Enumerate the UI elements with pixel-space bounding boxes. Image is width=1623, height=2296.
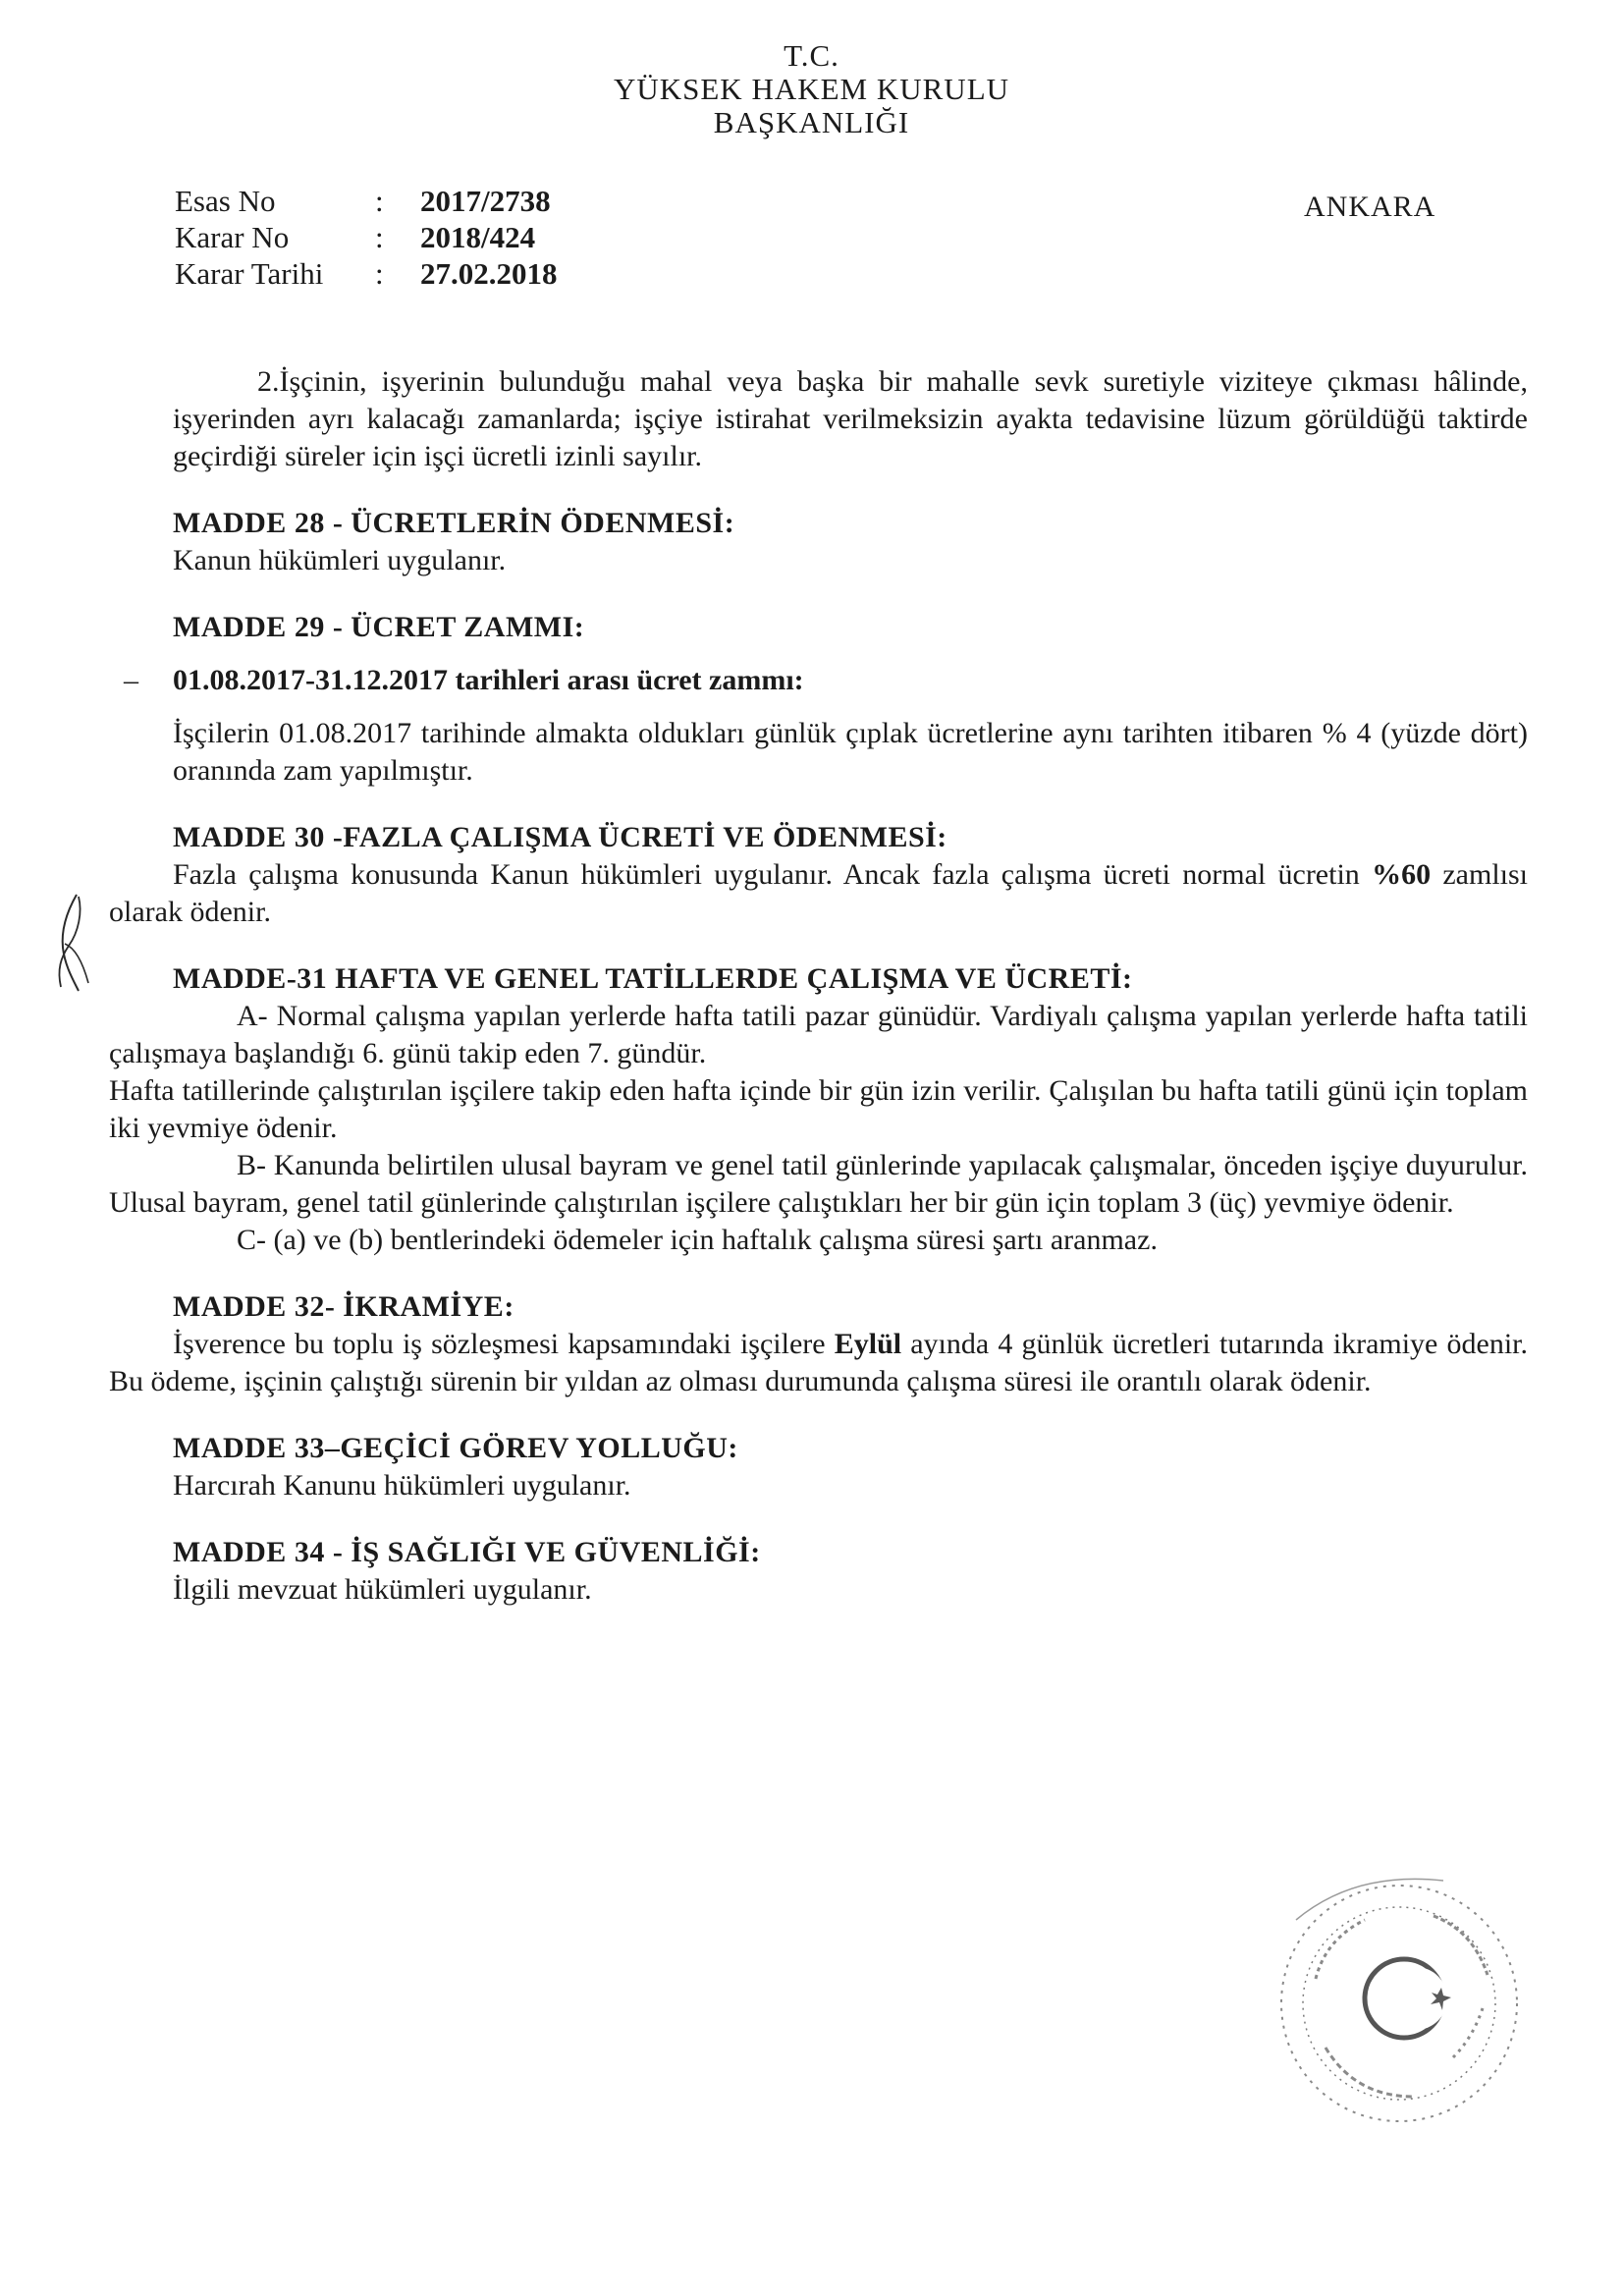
article-30-text-b: zamlısı olarak ödenir. [109, 858, 1528, 928]
karar-row [175, 219, 558, 255]
esas-label: Esas No [175, 184, 276, 218]
article-32-text [109, 1326, 1528, 1400]
header-line-office: BAŞKANLIĞI [713, 105, 910, 139]
karar-value: 2018/424 [420, 220, 536, 254]
article-31-c: C- (a) ve (b) bentlerindeki ödemeler için haftalık çalışma süresi şartı aranmaz. [237, 1224, 1158, 1256]
handwritten-initial-icon [39, 889, 108, 997]
article-31-a: A- Normal çalışma yapılan yerlerde hafta tatili pazar günüdür. Vardiyalı çalışma yapılan yerlerde hafta tatili çalışmaya başlandığı 6. günü takip eden 7. gündür. [109, 1000, 1528, 1069]
document-body [109, 363, 1528, 1609]
article-28-text: Kanun hükümleri uygulanır. [173, 544, 507, 576]
article-30-rate: %60 [1372, 858, 1432, 891]
tarih-label: Karar Tarihi [175, 256, 324, 291]
esas-colon: : [375, 184, 384, 218]
karar-colon: : [375, 220, 384, 254]
article-29-text: İşçilerin 01.08.2017 tarihinde almakta oldukları günlük çıplak ücretlerine aynı tarihten itibaren % 4 (yüzde dört) oranında zam yapılmıştır. [173, 717, 1528, 787]
header-line-tc: T.C. [784, 38, 839, 73]
city-label: ANKARA [1304, 191, 1436, 223]
article-34-heading: MADDE 34 - İŞ SAĞLIĞI VE GÜVENLİĞİ: [173, 1536, 761, 1568]
header-line-institution: YÜKSEK HAKEM KURULU [613, 72, 1010, 106]
article-33-heading: MADDE 33–GEÇİCİ GÖREV YOLLUĞU: [173, 1432, 738, 1464]
article-32-heading: MADDE 32- İKRAMİYE: [173, 1290, 514, 1323]
esas-row [175, 183, 558, 219]
article-28-heading: MADDE 28 - ÜCRETLERİN ÖDENMESİ: [173, 507, 735, 539]
tarih-colon: : [375, 256, 384, 291]
article-29-subheading-text: 01.08.2017-31.12.2017 tarihleri arası ücret zammı: [173, 664, 804, 696]
article-29-subheading [88, 662, 1528, 699]
esas-value: 2017/2738 [420, 184, 551, 218]
article-29-heading: MADDE 29 - ÜCRET ZAMMI: [173, 611, 585, 643]
article-31-a2: Hafta tatillerinde çalıştırılan işçilere takip eden hafta içinde bir gün izin verilir. Çalışılan bu hafta tatili günü için toplam iki yevmiye ödenir. [109, 1074, 1528, 1144]
karar-label: Karar No [175, 220, 290, 254]
article-32-month: Eylül [834, 1328, 902, 1360]
article-31-heading: MADDE-31 HAFTA VE GENEL TATİLLERDE ÇALIŞMA VE ÜCRETİ: [173, 962, 1133, 995]
article-30-text-a: Fazla çalışma konusunda Kanun hükümleri uygulanır. Ancak fazla çalışma ücreti normal ücretin [173, 858, 1373, 891]
official-seal-icon [1257, 1861, 1542, 2146]
case-metadata [175, 183, 558, 292]
article-32-text-b: ayında 4 günlük ücretleri tutarında ikramiye ödenir. Bu ödeme, işçinin çalıştığı sürenin bir yıldan az olması durumunda çalışma süresi ile orantılı olarak ödenir. [109, 1328, 1528, 1397]
article-31-b: B- Kanunda belirtilen ulusal bayram ve genel tatil günlerinde yapılacak çalışmalar, önceden işçiye duyurulur. Ulusal bayram, genel tatil günlerinde çalıştırılan işçilere çalıştıkları her bir gün için toplam 3 (üç) yevmiye ödenir. [109, 1149, 1528, 1219]
article-32-text-a: İşverence bu toplu iş sözleşmesi kapsamındaki işçilere [173, 1328, 835, 1360]
article-34-text: İlgili mevzuat hükümleri uygulanır. [173, 1573, 592, 1606]
article-33-text: Harcırah Kanunu hükümleri uygulanır. [173, 1469, 631, 1502]
intro-paragraph: 2.İşçinin, işyerinin bulunduğu mahal veya başka bir mahalle sevk suretiyle viziteye çıkması hâlinde, işyerinden ayrı kalacağı zamanlarda; işçiye istirahat verilmeksizin ayakta tedavisine lüzum görüldüğü taktirde geçirdiği süreler için işçi ücretli izinli sayılır. [173, 365, 1528, 472]
dash-bullet-icon: – [124, 664, 138, 696]
tarih-value: 27.02.2018 [420, 256, 558, 291]
tarih-row [175, 255, 558, 292]
article-30-text [109, 856, 1528, 931]
article-30-heading: MADDE 30 -FAZLA ÇALIŞMA ÜCRETİ VE ÖDENMESİ: [173, 821, 947, 853]
document-header [0, 39, 1623, 139]
